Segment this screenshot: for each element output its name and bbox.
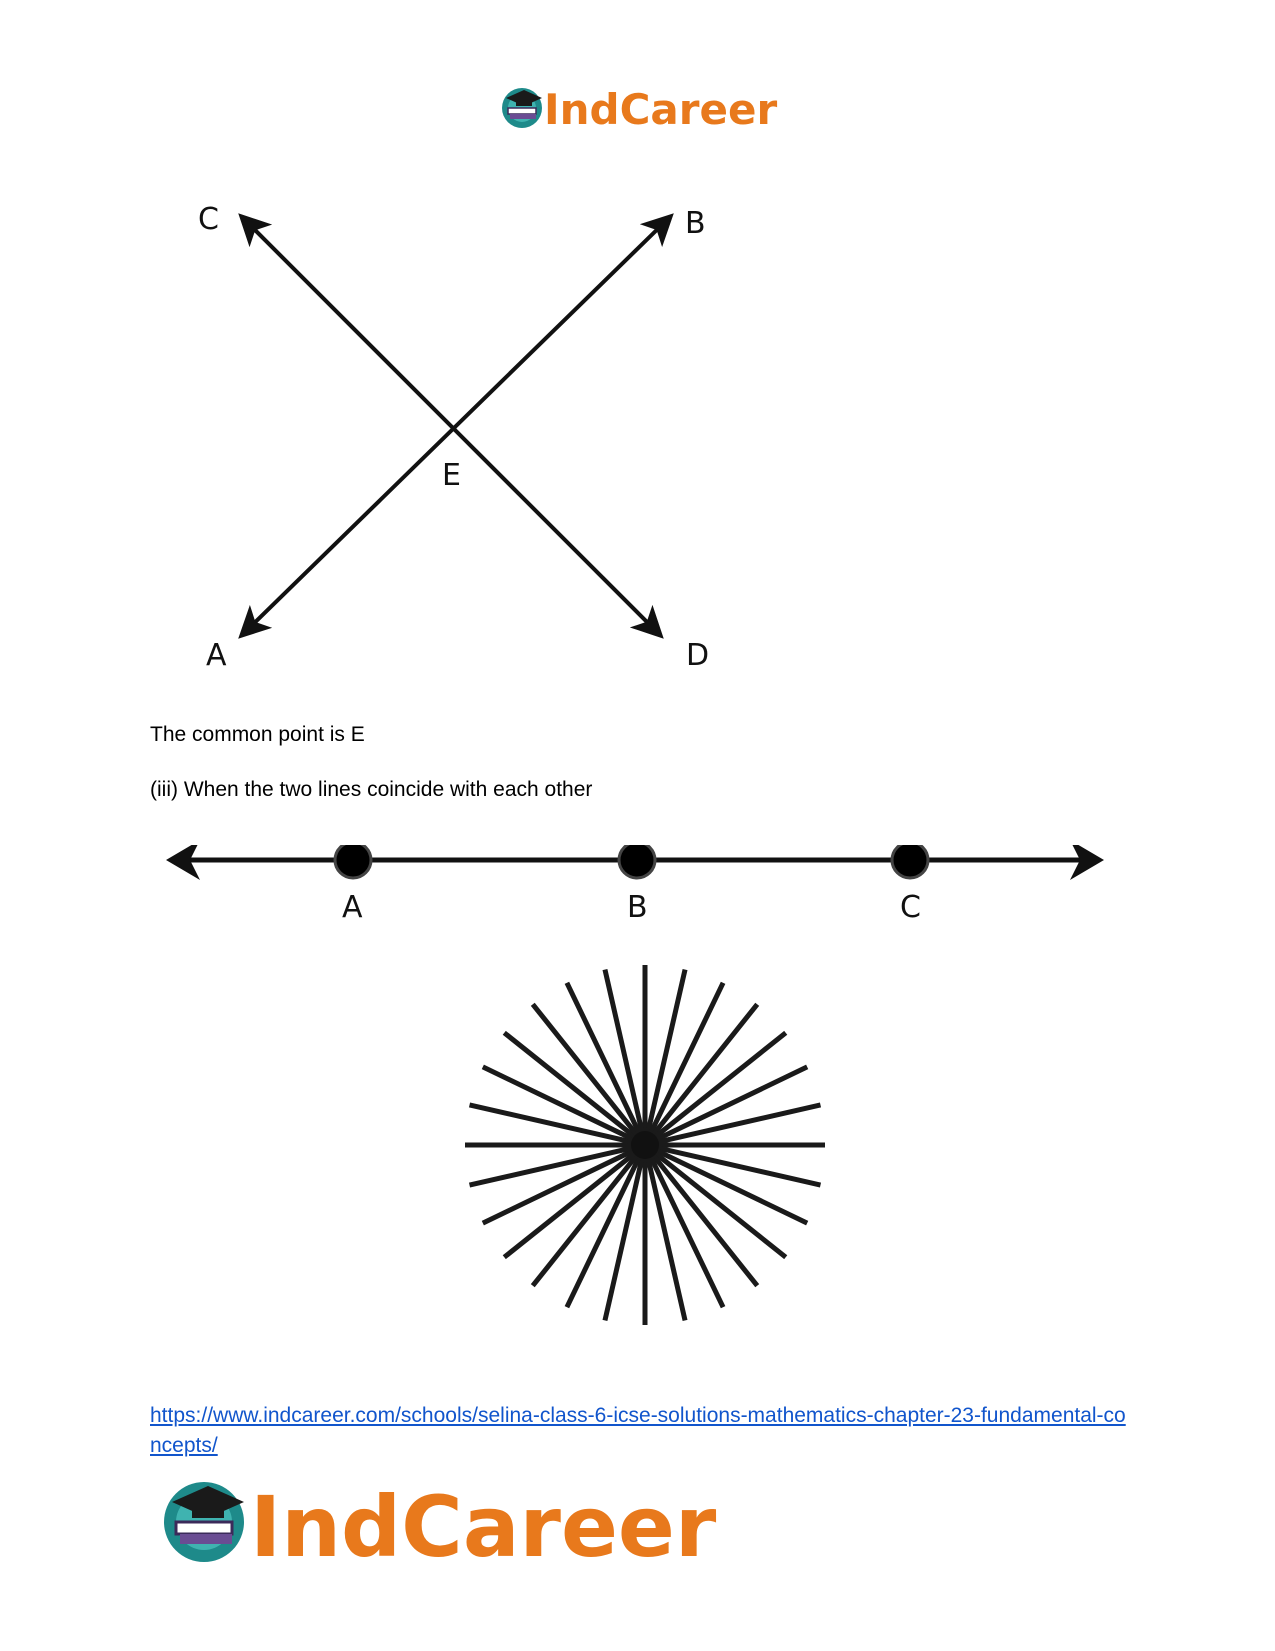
concurrent-lines-figure xyxy=(455,955,835,1335)
point-c xyxy=(892,845,928,878)
coincident-line-figure xyxy=(160,845,1130,945)
intersecting-lines-figure xyxy=(180,195,760,695)
point-b xyxy=(619,845,655,878)
indcareer-logo-top xyxy=(500,78,780,134)
label-d: D xyxy=(686,638,710,673)
point-a xyxy=(335,845,371,878)
label-point-b: B xyxy=(627,890,648,925)
concurrent-center-point xyxy=(631,1131,659,1159)
common-point-text: The common point is E xyxy=(150,723,365,746)
label-a: A xyxy=(206,638,227,673)
footer-logo-text: IndCareer xyxy=(250,1478,717,1568)
label-point-c: C xyxy=(900,890,921,925)
case-iii-text: (iii) When the two lines coincide with each other xyxy=(150,778,593,801)
logo-text: IndCareer xyxy=(544,85,778,134)
source-link[interactable]: https://www.indcareer.com/schools/selina-class-6-icse-solutions-mathematics-chapter-23-fundamental-concepts/ xyxy=(150,1404,1126,1457)
label-e: E xyxy=(442,458,461,493)
indcareer-logo-bottom xyxy=(160,1468,720,1568)
label-c: C xyxy=(198,202,219,237)
graduation-cap-books-globe-icon xyxy=(502,88,542,128)
label-b: B xyxy=(685,206,706,241)
graduation-cap-books-globe-icon xyxy=(164,1482,244,1562)
label-point-a: A xyxy=(342,890,363,925)
